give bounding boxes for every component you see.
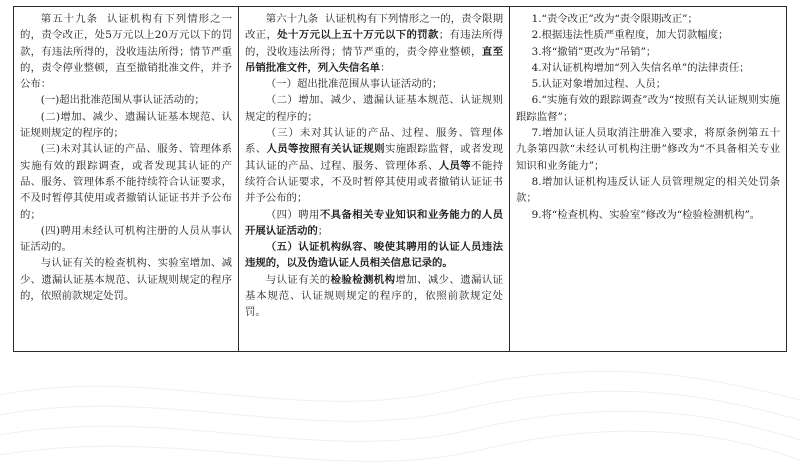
change-note: 2.根据违法性质严重程度，加大罚款幅度； — [531, 29, 729, 42]
article-69-intro-e: ： — [380, 61, 391, 74]
change-note: 1.“责令改正”改为“责令限期改正”； — [531, 13, 698, 25]
article-59-intro — [20, 11, 232, 92]
article-69-tail — [245, 272, 503, 321]
article-69-intro-bold-fine: 处十万元以上五十万元以下的罚款 — [277, 29, 439, 42]
original-article-column — [14, 7, 239, 351]
article-69-item-1: （一）超出批准范围从事认证活动的； — [265, 78, 443, 91]
article-69-item-3 — [245, 125, 503, 206]
article-59-intro-text: 认证机构有下列情形之一的，责令改正，处5万元以上20万元以下的罚款，有违法所得的，没收违法所得；情节严重的，责令停业整顿，直至撤销批准文件，并予公布： — [20, 13, 233, 91]
change-note: 8.增加认证机构违反认证人员管理规定的相关处罚条款； — [516, 175, 780, 205]
article-69-item-3-a: （三）未对其认证的产品、过程、服务、管理体系、 — [245, 127, 503, 156]
change-note: 3.将“撤销”更改为“吊销”； — [531, 45, 657, 58]
article-69-tail-c: 增加、减少、遗漏认证基本规范、认证规则规定的程序的，依照前款规定处罚。 — [245, 273, 504, 319]
article-69-tail-a: 与认证有关的 — [265, 273, 331, 286]
article-69-item-4-a: （四）聘用 — [265, 208, 320, 221]
article-59-tail: 与认证有关的检查机构、实验室增加、减少、遗漏认证基本规范、认证规则规定的程序的，依照前款规定处罚。 — [20, 257, 232, 303]
article-69-item-3-bold-a: 人员等按照有关认证规则 — [266, 143, 385, 156]
article-59-heading: 第五十九条 — [40, 13, 99, 25]
article-69-item-3-c: 实施跟踪监督，或者发现其认证的产品、过程、服务、管理体系、 — [245, 143, 503, 172]
article-69-intro-bold-revoke: 直至吊销批准文件，列入失信名单 — [245, 45, 503, 74]
article-69-item-4-bold: 不具备相关专业知识和业务能力的人员开展认证活动的 — [245, 208, 504, 237]
change-note: 5.认证对象增加过程、人员； — [531, 78, 667, 91]
article-59-item-4: (四)聘用未经认可机构注册的人员从事认证活动的。 — [20, 224, 232, 254]
article-69-tail-bold: 检验检测机构 — [330, 273, 396, 286]
change-note: 7.增加认证人员取消注册准入要求，将原条例第五十九条第四款“未经认可机构注册”修改为“不具备相关专业知识和业务能力”； — [516, 127, 780, 172]
article-59-item-1: (一)超出批准范围从事认证活动的； — [40, 94, 205, 107]
article-59-item-2: (二)增加、减少、遗漏认证基本规范、认证规则规定的程序的； — [20, 110, 232, 140]
background-wave-lines — [0, 355, 800, 467]
article-69-item-3-bold-b: 人员等 — [438, 159, 472, 172]
article-69-intro-c: ；有违法所得的，没收违法所得；情节严重的，责令停业整顿， — [245, 29, 503, 58]
article-69-item-4 — [245, 207, 503, 240]
article-69-item-5: （五）认证机构纵容、唆使其聘用的认证人员违法违规的，以及伪造认证人员相关信息记录的。 — [245, 241, 503, 270]
article-69-intro — [245, 11, 503, 76]
article-69-intro-a: 认证机构有下列情形之一的，责令限期改正， — [245, 13, 503, 42]
change-notes-column — [510, 7, 786, 351]
revised-article-column — [239, 7, 510, 351]
change-note: 6.“实施有效的跟踪调查”改为“按照有关认证规则实施跟踪监督”； — [516, 94, 780, 123]
article-69-item-2: （二）增加、减少、遗漏认证基本规范、认证规则规定的程序的； — [245, 94, 503, 123]
article-59-item-3: (三)未对其认证的产品、服务、管理体系实施有效的跟踪调查，或者发现其认证的产品、服务、管理体系不能持续符合认证要求，不及时暂停其使用或者撤销认证证书并予公布的； — [20, 143, 232, 221]
article-69-item-3-e: 不能持续符合认证要求，不及时暂停其使用或者撤销认证证书并予公布的； — [245, 159, 503, 205]
change-note: 4.对认证机构增加“列入失信名单”的法律责任； — [531, 61, 750, 74]
comparison-table — [13, 6, 787, 352]
article-69-item-4-c: ； — [317, 224, 329, 237]
change-note: 9.将“检查机构、实验室”修改为“检验检测机构”。 — [531, 208, 761, 221]
article-69-heading: 第六十九条 — [265, 13, 319, 25]
